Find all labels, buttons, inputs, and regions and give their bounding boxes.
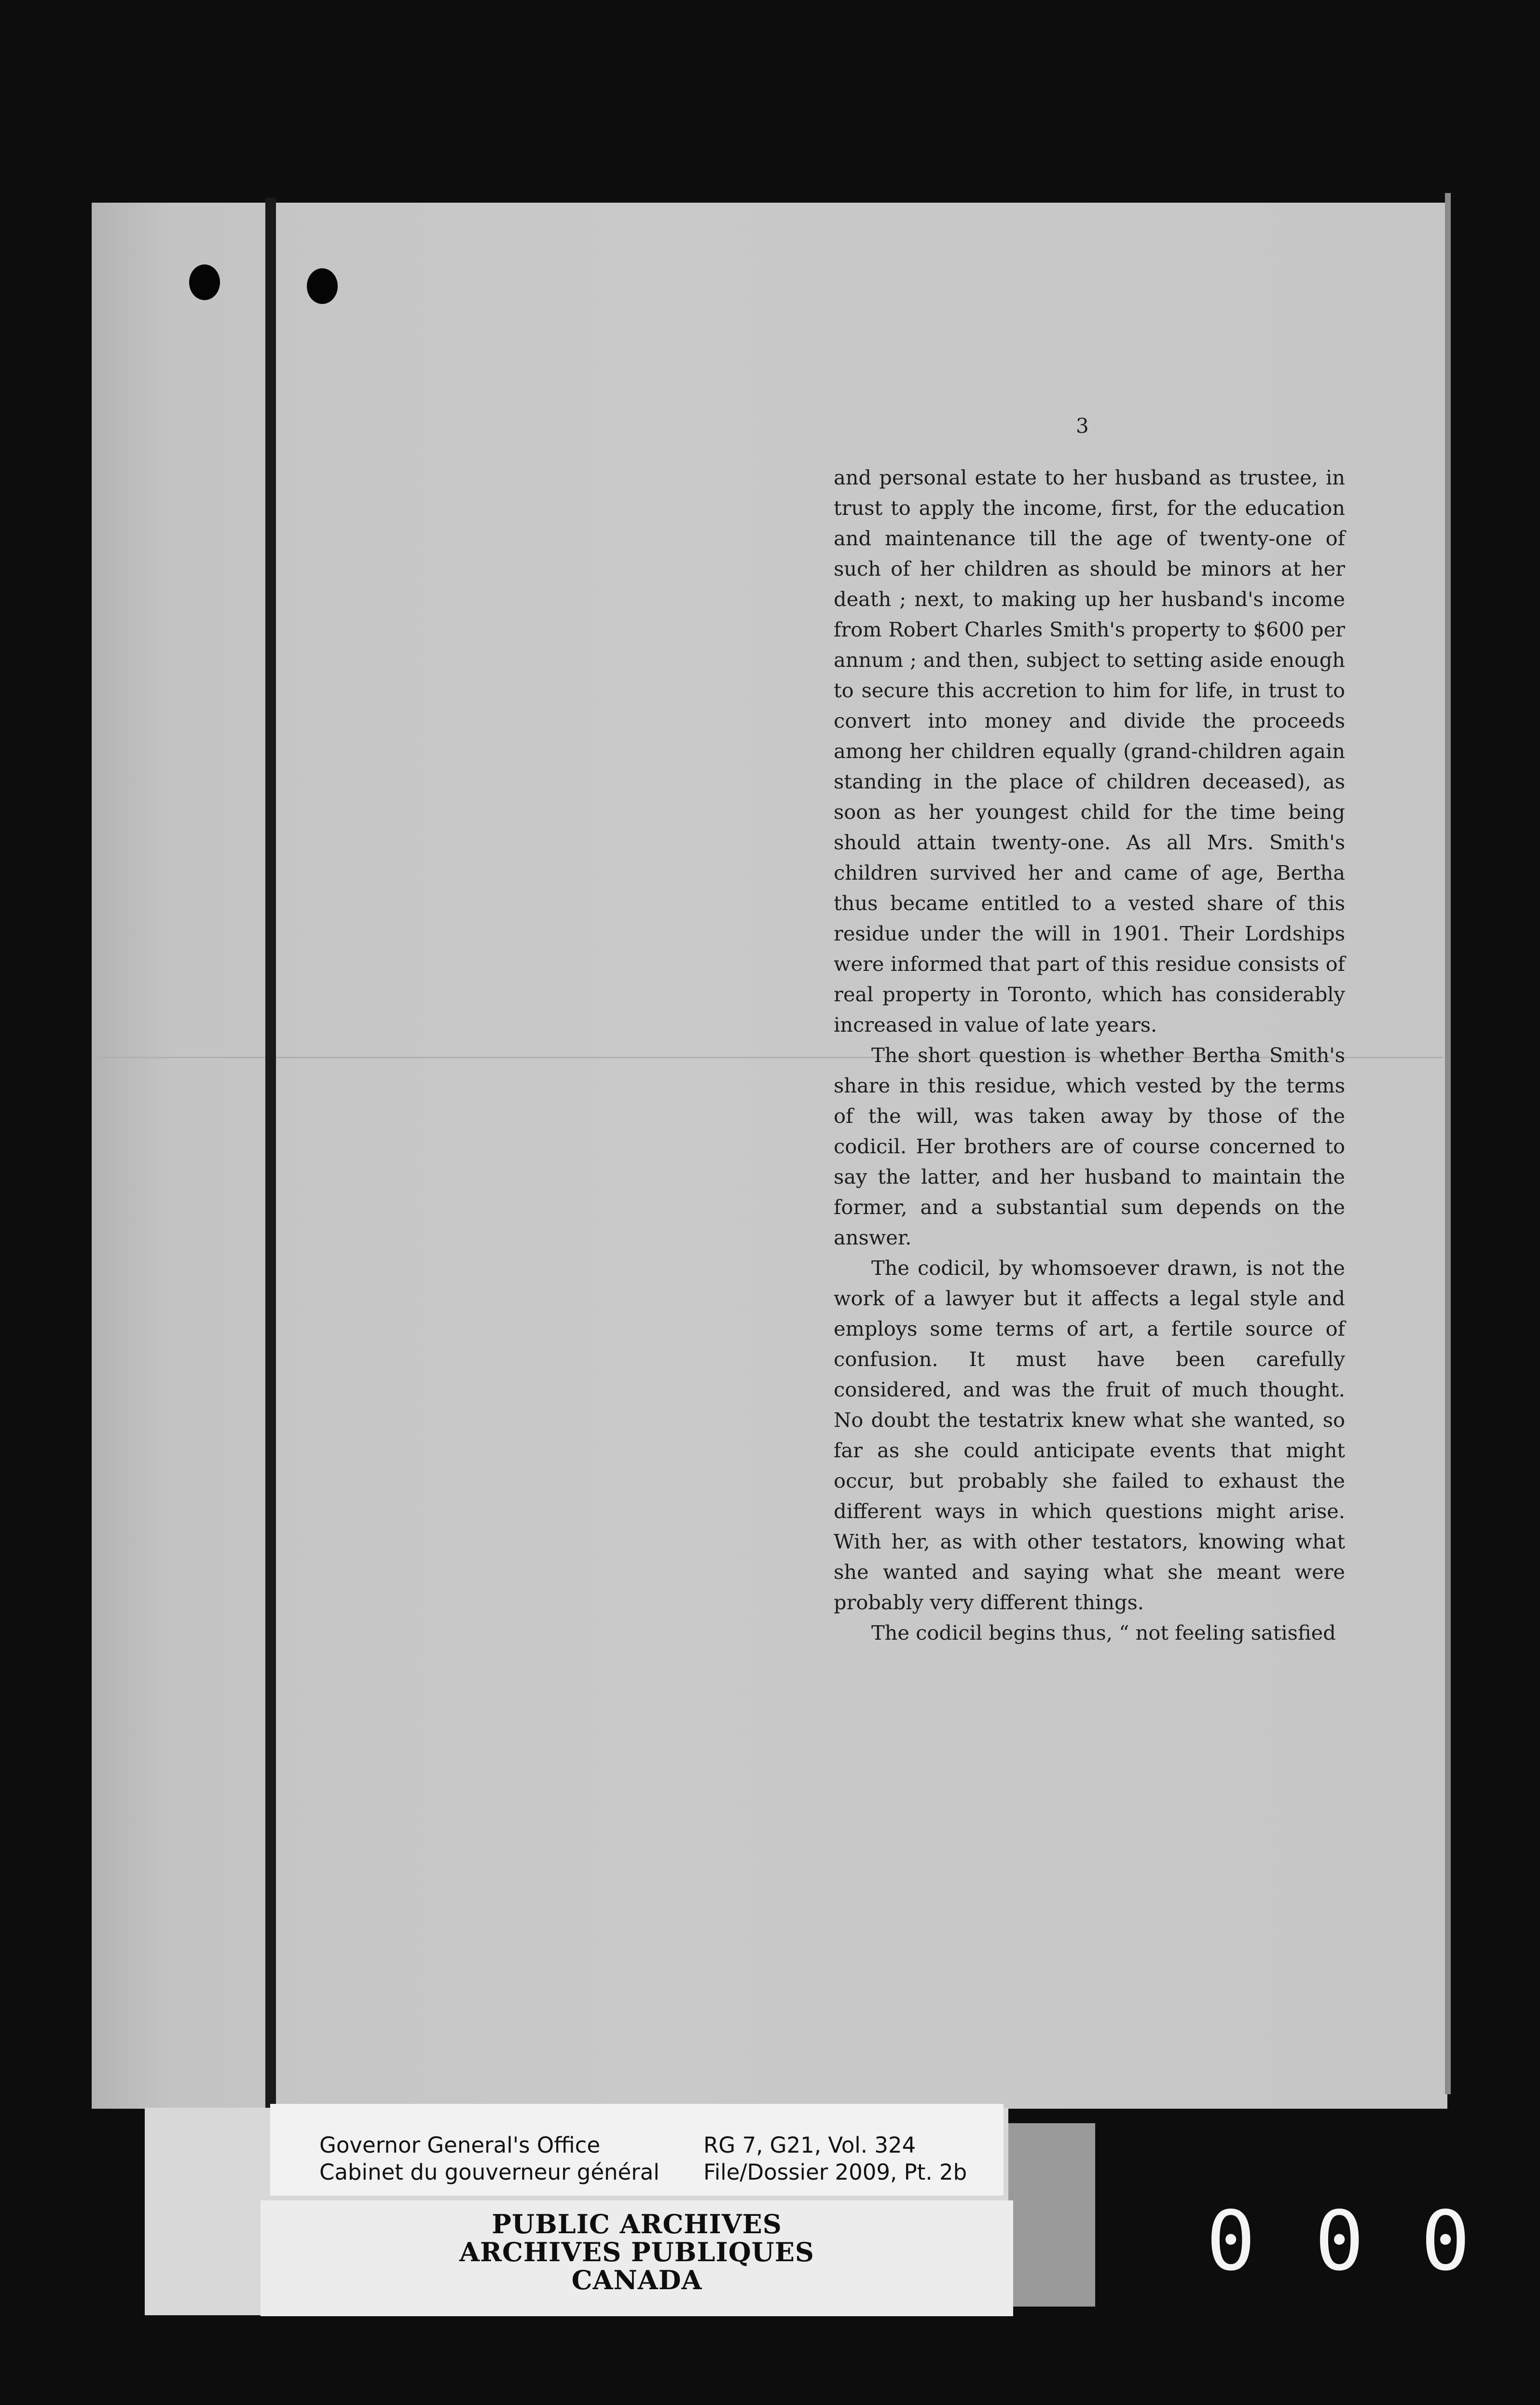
body-text: [834, 462, 1345, 1648]
record-group-reference: RG 7, G21, Vol. 324: [703, 2132, 916, 2158]
office-name-fr: Cabinet du gouverneur général: [319, 2159, 660, 2185]
paragraph: The codicil begins thus, “ not feeling satisfied: [871, 1621, 1336, 1645]
archives-stamp: [261, 2200, 1013, 2316]
office-name-en: Governor General's Office: [319, 2132, 601, 2158]
frame-number-digit: 0: [1421, 2194, 1471, 2289]
archive-label-tab: [1008, 2123, 1095, 2307]
frame-number-digit: 0: [1315, 2194, 1364, 2289]
binding-fold-line: [265, 198, 276, 2109]
office-names: [319, 2132, 660, 2186]
file-references: [703, 2132, 967, 2186]
stamp-line: ARCHIVES PUBLIQUES: [459, 2237, 814, 2267]
paragraph: The codicil, by whomsoever drawn, is not the work of a lawyer but it affects a legal style and employs some terms of art, a fertile source of confusion. It must have been carefully considered, and was the fruit of much thought. No doubt the testatrix knew what she wanted, so far as she could anticipate events that might occur, but probably she failed to exhaust the different ways in which questions might arise. With her, as with other testators, knowing what she wanted and saying what she meant were probably very different things.: [834, 1256, 1345, 1614]
file-dossier-reference: File/Dossier 2009, Pt. 2b: [703, 2159, 967, 2185]
paragraph: and personal estate to her husband as trustee, in trust to apply the income, first, for the education and maintenance till the age of twenty-one of such of her children as should be minors at her death ; next, to making up her husband's income from Robert Charles Smith's property to $600 per annum ; and then, subject to setting aside enough to secure this accretion to him for life, in trust to convert into money and divide the proceeds among her children equally (grand-children again standing in the place of children deceased), as soon as her youngest child for the time being should attain twenty-one. As all Mrs. Smith's children survived her and came of age, Bertha thus became entitled to a vested share of this residue under the will in 1901. Their Lordships were informed that part of this residue consists of real property in Toronto, which has considerably increased in value of late years.: [834, 466, 1345, 1037]
paragraph: The short question is whether Bertha Smith's share in this residue, which vested by the terms of the will, was taken away by those of the codicil. Her brothers are of course concerned to say the latter, and her husband to maintain the former, and a substantial sum depends on the answer.: [834, 1043, 1345, 1249]
frame-number-digit: 0: [1206, 2194, 1256, 2289]
punch-hole: [189, 264, 220, 300]
archive-info-card: [270, 2104, 1004, 2196]
punch-hole: [307, 268, 338, 304]
page-number: 3: [1076, 414, 1089, 438]
stamp-line: PUBLIC ARCHIVES: [492, 2209, 782, 2239]
sheet-edge: [1445, 193, 1451, 2094]
stamp-line: CANADA: [571, 2265, 702, 2295]
